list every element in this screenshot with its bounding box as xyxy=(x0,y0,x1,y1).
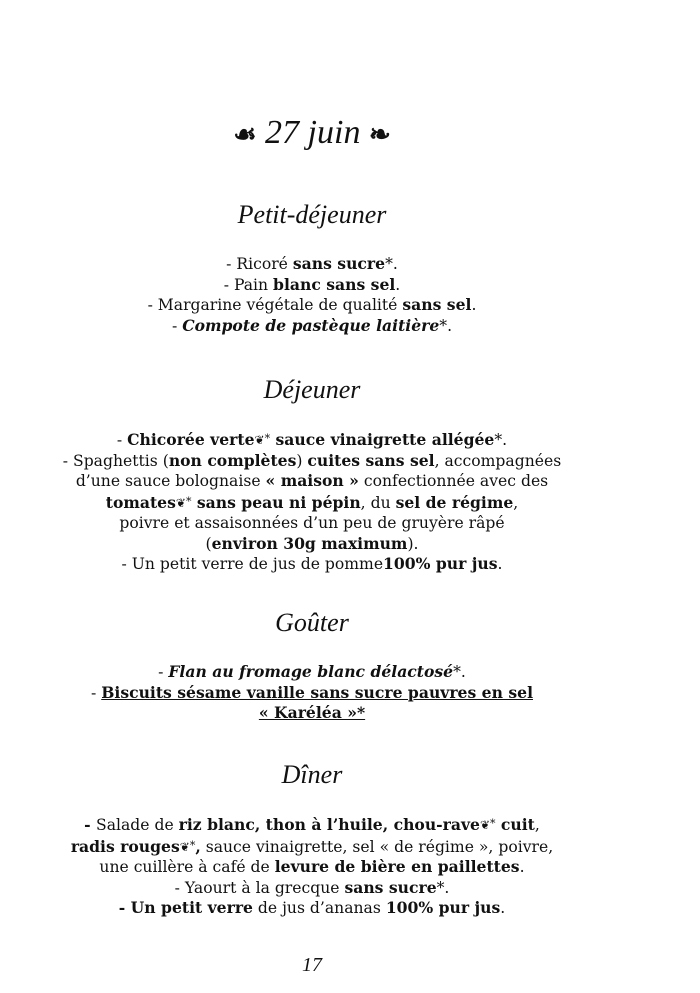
lunch-line-3: d’une sauce bolognaise « maison » confectionnée avec des xyxy=(75,471,549,490)
leaf-icon: ❦ xyxy=(179,839,190,854)
lunch-line-2: - Spaghettis (non complètes) cuites sans sel, accompagnées xyxy=(62,450,562,470)
breakfast-line-1: - Ricoré sans sucre*. xyxy=(226,254,398,273)
breakfast-line-4: - Compote de pastèque laitière*. xyxy=(171,315,453,335)
breakfast-lines xyxy=(0,254,624,336)
dinner-lines xyxy=(0,814,624,919)
page-number: 17 xyxy=(302,954,322,976)
dinner-heading: Dîner xyxy=(281,760,343,789)
section-dinner xyxy=(0,760,624,919)
lunch-line-1: - Chicorée verte❦* sauce vinaigrette allégée*. xyxy=(116,430,508,449)
snack-lines xyxy=(0,662,624,724)
lunch-line-5: poivre et assaisonnées d’un peu de gruyère râpé xyxy=(119,514,505,532)
breakfast-line-3: - Margarine végétale de qualité sans sel. xyxy=(147,295,477,314)
page-title xyxy=(0,114,624,152)
ornament-left-icon: ☙ xyxy=(233,120,257,149)
lunch-line-4: tomates❦* sans peau ni pépin, du sel de régime, xyxy=(105,492,519,512)
breakfast-heading: Petit-déjeuner xyxy=(237,200,387,229)
dinner-line-3: une cuillère à café de levure de bière en paillettes. xyxy=(99,857,525,876)
title-text: 27 juin xyxy=(265,114,361,151)
lunch-lines xyxy=(0,429,624,575)
dinner-line-1: - Salade de riz blanc, thon à l’huile, chou-rave❦* cuit, xyxy=(84,815,540,834)
dinner-line-2: radis rouges❦*, sauce vinaigrette, sel « de régime », poivre, xyxy=(70,836,554,856)
section-snack xyxy=(0,608,624,724)
lunch-heading: Déjeuner xyxy=(263,375,361,404)
snack-line-3: « Karéléa »* xyxy=(258,703,366,722)
snack-line-1: - Flan au fromage blanc délactosé*. xyxy=(158,662,466,681)
snack-heading: Goûter xyxy=(275,608,349,637)
snack-line-2: - Biscuits sésame vanille sans sucre pauvres en sel xyxy=(90,682,533,702)
breakfast-line-2: - Pain blanc sans sel. xyxy=(223,274,401,294)
lunch-line-6: (environ 30g maximum). xyxy=(205,533,419,553)
lunch-line-7: - Un petit verre de jus de pomme100% pur jus. xyxy=(121,554,503,573)
section-lunch xyxy=(0,375,624,575)
dinner-line-5: - Un petit verre de jus d’ananas 100% pur jus. xyxy=(118,898,506,917)
leaf-icon: ❦ xyxy=(254,433,265,447)
dinner-line-4: - Yaourt à la grecque sans sucre*. xyxy=(174,877,450,897)
ornament-right-icon: ❧ xyxy=(368,120,391,149)
leaf-icon: ❦ xyxy=(479,818,490,832)
section-breakfast xyxy=(0,200,624,336)
leaf-icon: ❦ xyxy=(175,495,186,510)
